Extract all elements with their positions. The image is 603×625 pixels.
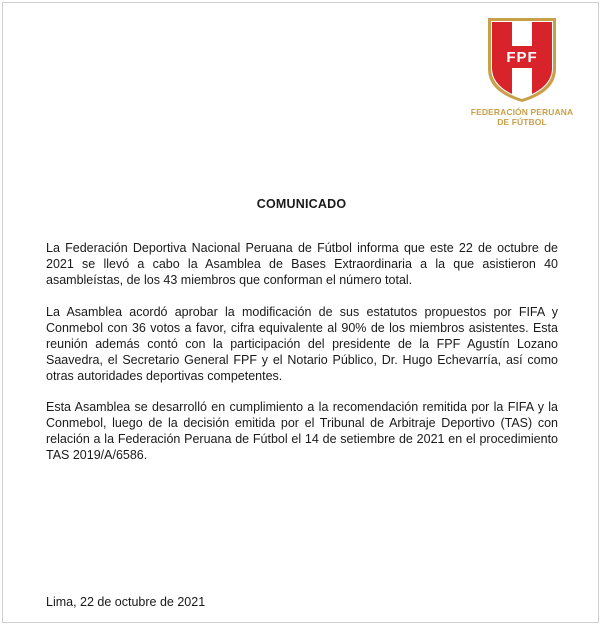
fpf-crest-logo	[486, 16, 558, 102]
paragraph-3: Esta Asamblea se desarrolló en cumplimiento a la recomendación remitida por la FIFA y la Conmebol, luego de la decisión emitida por el Tribunal de Arbitraje Deportivo (TAS) con relación a la Federación Peruana de Fútbol el 14 de setiembre de 2021 en el procedimiento TAS 2019/A/6586.	[46, 400, 558, 462]
paragraph-1: La Federación Deportiva Nacional Peruana de Fútbol informa que este 22 de octubre de 2021 se llevó a cabo la Asamblea de Bases Extraordinaria a la que asistieron 40 asambleístas, de los 43 miembros que conforman el número total.	[46, 241, 558, 287]
closing-date: Lima, 22 de octubre de 2021	[46, 595, 206, 609]
org-name-line-2: DE FÚTBOL	[497, 117, 547, 127]
crest-letters: FPF	[506, 49, 538, 66]
document-title: COMUNICADO	[256, 197, 347, 211]
org-name	[470, 107, 574, 127]
org-name-line-1: FEDERACIÓN PERUANA	[470, 107, 574, 117]
paragraph-2: La Asamblea acordó aprobar la modificación de sus estatutos propuestos por FIFA y Conmebol con 36 votos a favor, cifra equivalente al 90% de los miembros asistentes. Esta reunión además contó con la participación del presidente de la FPF Agustín Lozano Saavedra, el Secretario General FPF y el Notario Público, Dr. Hugo Echevarría, así como otras autoridades deportivas competentes.	[46, 305, 558, 383]
